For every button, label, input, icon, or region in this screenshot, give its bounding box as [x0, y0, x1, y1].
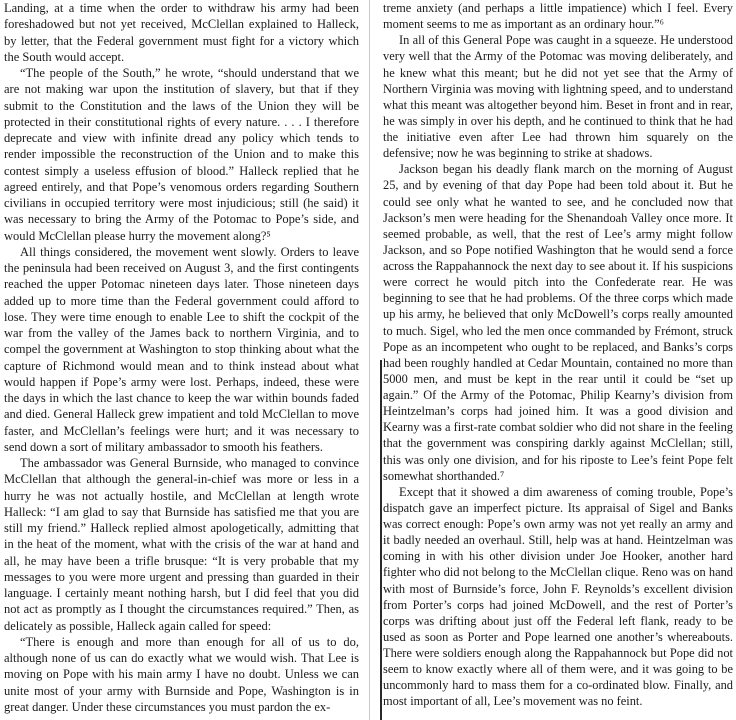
page-binding-edge — [380, 360, 382, 720]
column-gutter — [369, 0, 370, 720]
paragraph: The ambassador was General Burnside, who managed to convince McClellan that although the general-in-chief was more or less in a hurry he was not actually hostile, and McClellan at length wrote Halleck: “I am glad to say that Burnside has satisfied me that you are still my friend.” Halleck replied almost apologetically, admitting that in the heat of the moment, what with the crisis of the war at hand and all, he may have been a trifle brusque: “It is very probable that my messages to you were more urgent and pressing than guarded in their language. I certainly meant nothing harsh, but I did feel that you did not act as promptly as I thought the circumstances required.” Then, as delicately as possible, Halleck again called for speed: — [4, 456, 359, 633]
paragraph: Except that it showed a dim awareness of coming trouble, Pope’s dispatch gave an imperfect picture. Its appraisal of Sigel and Banks was correct enough: Pope’s own army was not yet really an army and it badly needed an overhaul. Still, help was at hand. Heintzelman was coming in with his other division under Joe Hooker, another hard fighter who did not belong to the McClellan clique. Reno was on hand with most of Burnside’s force, John F. Reynolds’s excellent division from Porter’s corps had joined McDowell, and the rest of Porter’s corps was drifting about just off the Federal left flank, ready to be used as soon as Porter and Pope learned one another’s whereabouts. There were soldiers enough along the Rappahannock but Pope did not seem to know exactly where all of them were, and it was going to be uncommonly hard to mass them for a co-ordinated blow. Finally, and most important of all, Lee’s movement was no feint. — [383, 484, 733, 709]
paragraph: Jackson began his deadly flank march on the morning of August 25, and by evening of that day Pope had been told about it. But he could see only what he wanted to see, and he concluded now that Jackson’s men were heading for the Shenandoah Valley once more. It seemed probable, as well, that the rest of Lee’s army might follow Jackson, and so Pope notified Washington that he would send a force across the Rappahannock the next day to see about it. If his suspicions were correct he would pitch into the Confederate rear. He was beginning to see that he had problems. Of the three corps which made up his army, he believed that only McDowell’s corps really amounted to much. Sigel, who led the men once commanded by Frémont, struck Pope as an incompetent who ought to be replaced, and Banks’s corps had been roughly handled at Cedar Mountain, contained no more than 5000 men, and must be kept in the rear until it could be “set up again.” Of the Army of the Potomac, Philip Kearny’s division from Heintzelman’s corps had joined him. It was a good division and Kearny was a first-rate combat soldier who did not share in the feeling that the government was conspiring darkly against McClellan; still, this was only one division, and for his riposte to Lee’s feint Pope felt somewhat shorthanded.⁷ — [383, 162, 733, 483]
paragraph: Landing, at a time when the order to withdraw his army had been foreshadowed but not yet received, McClellan explained to Halleck, by letter, that the Federal government must fight for a victory which the South would accept. — [4, 1, 359, 64]
paragraph: All things considered, the movement went slowly. Orders to leave the peninsula had been received on August 3, and the first contingents reached the upper Potomac nineteen days later. Those nineteen days added up to more time than the Federal government could afford to lose. They were time enough to enable Lee to shift the cockpit of the war from the valley of the James back to northern Virginia, and to compel the government at Washington to stop thinking about what the capture of Richmond would mean and to think instead about what would happen if Pope’s army were lost. Perhaps, indeed, these were the days in which the last chance to keep the war within bounds faded and died. General Halleck grew impatient and told McClellan to move faster, and McClellan’s feelings were hurt; and it was necessary to send down a sort of military ambassador to smooth his feathers. — [4, 244, 359, 454]
paragraph: treme anxiety (and perhaps a little impatience) which I feel. Every moment seems to me as important as an ordinary hour.”⁶ — [383, 1, 733, 32]
paragraph: “There is enough and more than enough for all of us to do, although none of us can do exactly what we would wish. That Lee is moving on Pope with his main army I have no doubt. Unless we can unite most of your army with Burnside and Pope, Washington is in great danger. Under these circumstances you must pardon the ex- — [4, 634, 359, 714]
paragraph: “The people of the South,” he wrote, “should understand that we are not making war upon the institution of slavery, but that if they submit to the Constitution and the laws of the Union they will be protected in their constitutional rights of every nature. . . . I therefore deprecate and view with infinite dread any policy which tends to render impossible the reconstruction of the Union and to make this contest simply a useless effusion of blood.” Halleck replied that he agreed entirely, and that Pope’s venomous orders regarding Southern civilians in occupied territory were most injudicious; still (he said) it was necessary to bring the Army of the Potomac to Pope’s side, and would McClellan please hurry the movement along?⁵ — [4, 66, 359, 243]
paragraph: In all of this General Pope was caught in a squeeze. He understood very well that the Army of the Potomac was moving deliberately, and he knew what this meant; but he did not yet see that the Army of Northern Virginia was moving with lightning speed, and to understand what this meant was altogether beyond him. Beset in front and in rear, he was simply in over his depth, and he continued to think that he had the initiative even after Lee had thrown him squarely on the defensive; now he was beginning to strike at shadows. — [383, 33, 733, 161]
left-column — [4, 0, 359, 715]
right-column — [383, 0, 733, 710]
